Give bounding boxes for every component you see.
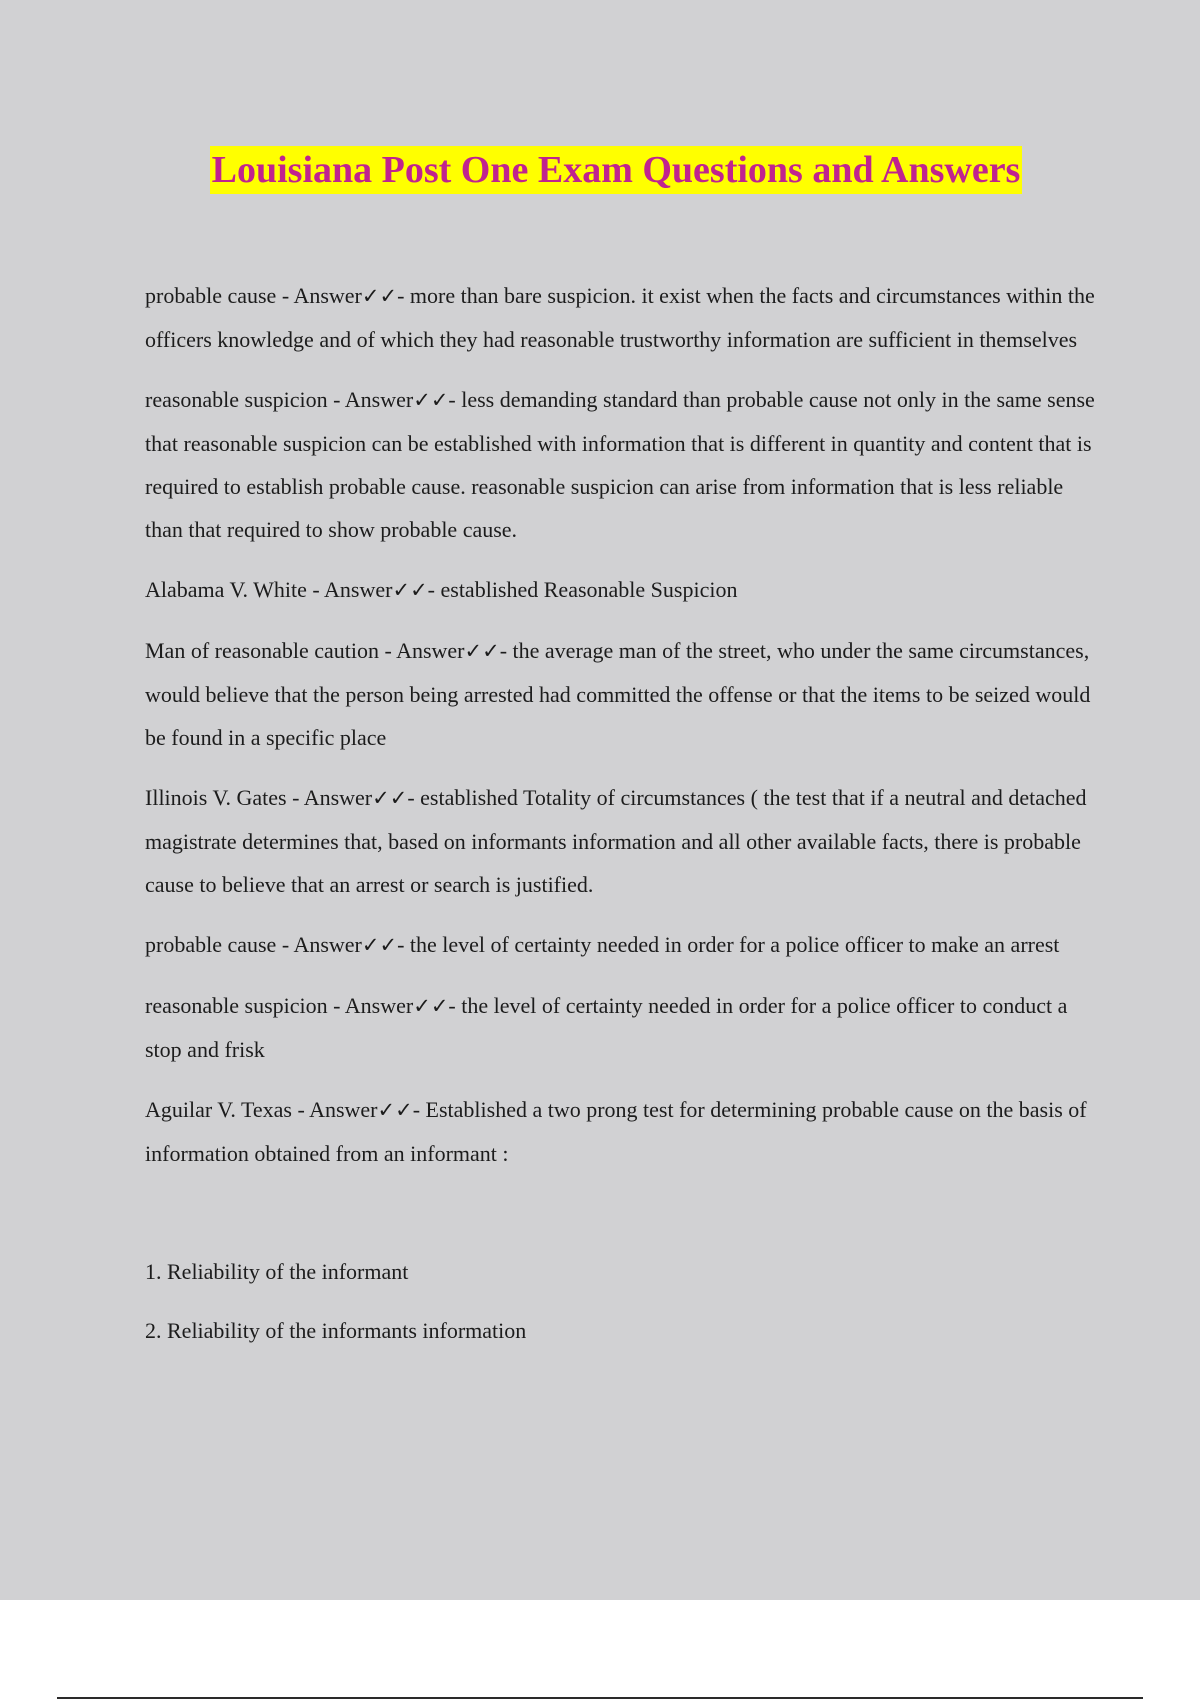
footer-divider <box>57 1697 1143 1699</box>
document-title: Louisiana Post One Exam Questions and Answers <box>210 146 1023 194</box>
qa-answer: - established Totality of circumstances ( the test that if a neutral and detached magistrate determines that, based on informants information and all other available facts, there is probable cause to believe that an arrest or search is justified. <box>145 785 1087 897</box>
qa-entry <box>145 568 1095 612</box>
qa-term: Illinois V. Gates <box>145 785 287 810</box>
qa-answer: - less demanding standard than probable cause not only in the same sense that reasonable suspicion can be established with information that is different in quantity and content that is required to establish probable cause. reasonable suspicion can arise from information that is less reliable than that required to show probable cause. <box>145 387 1095 542</box>
qa-entry <box>145 923 1095 967</box>
double-check-icon: ✓✓ <box>464 639 500 663</box>
double-check-icon: ✓✓ <box>377 1098 413 1122</box>
answer-marker: - Answer <box>292 785 373 810</box>
answer-marker: - Answer <box>312 577 393 602</box>
qa-answer: - the average man of the street, who under the same circumstances, would believe that the person being arrested had committed the offense or that the items to be seized would be found in a specific place <box>145 638 1091 750</box>
qa-entry <box>145 378 1095 551</box>
answer-marker: - Answer <box>297 1097 378 1122</box>
qa-entry <box>145 984 1095 1071</box>
qa-entry <box>145 1088 1095 1175</box>
qa-term: reasonable suspicion <box>145 387 328 412</box>
qa-term: Aguilar V. Texas <box>145 1097 292 1122</box>
title-container <box>0 146 1200 194</box>
double-check-icon: ✓✓ <box>392 578 428 602</box>
list-item: 2. Reliability of the informants information <box>145 1318 527 1343</box>
qa-term: Man of reasonable caution <box>145 638 379 663</box>
qa-entry <box>145 629 1095 759</box>
answer-marker: - Answer <box>281 283 362 308</box>
document-content <box>145 274 1095 1368</box>
qa-term: Alabama V. White <box>145 577 307 602</box>
double-check-icon: ✓✓ <box>361 284 398 308</box>
qa-answer: - more than bare suspicion. it exist when the facts and circumstances within the officers knowledge and of which they had reasonable trustworthy information are sufficient in themselves <box>145 283 1095 352</box>
list-item: 1. Reliability of the informant <box>145 1259 409 1284</box>
double-check-icon: ✓✓ <box>413 994 449 1018</box>
qa-entry <box>145 776 1095 906</box>
paragraph-spacer <box>145 1192 1095 1250</box>
qa-entry <box>145 274 1095 361</box>
qa-term: probable cause <box>145 283 277 308</box>
qa-term: reasonable suspicion <box>145 993 328 1018</box>
qa-answer: - the level of certainty needed in order for a police officer to conduct a stop and frisk <box>145 993 1068 1062</box>
answer-marker: - Answer <box>384 638 465 663</box>
double-check-icon: ✓✓ <box>361 933 398 957</box>
answer-marker: - Answer <box>333 993 414 1018</box>
qa-answer: - Established a two prong test for determining probable cause on the basis of information obtained from an informant : <box>145 1097 1087 1166</box>
answer-marker: - Answer <box>333 387 414 412</box>
double-check-icon: ✓✓ <box>372 786 408 810</box>
qa-term: probable cause <box>145 932 277 957</box>
qa-answer: - the level of certainty needed in order for a police officer to make an arrest <box>397 932 1060 957</box>
qa-answer: - established Reasonable Suspicion <box>427 577 738 602</box>
double-check-icon: ✓✓ <box>413 388 449 412</box>
answer-marker: - Answer <box>281 932 362 957</box>
